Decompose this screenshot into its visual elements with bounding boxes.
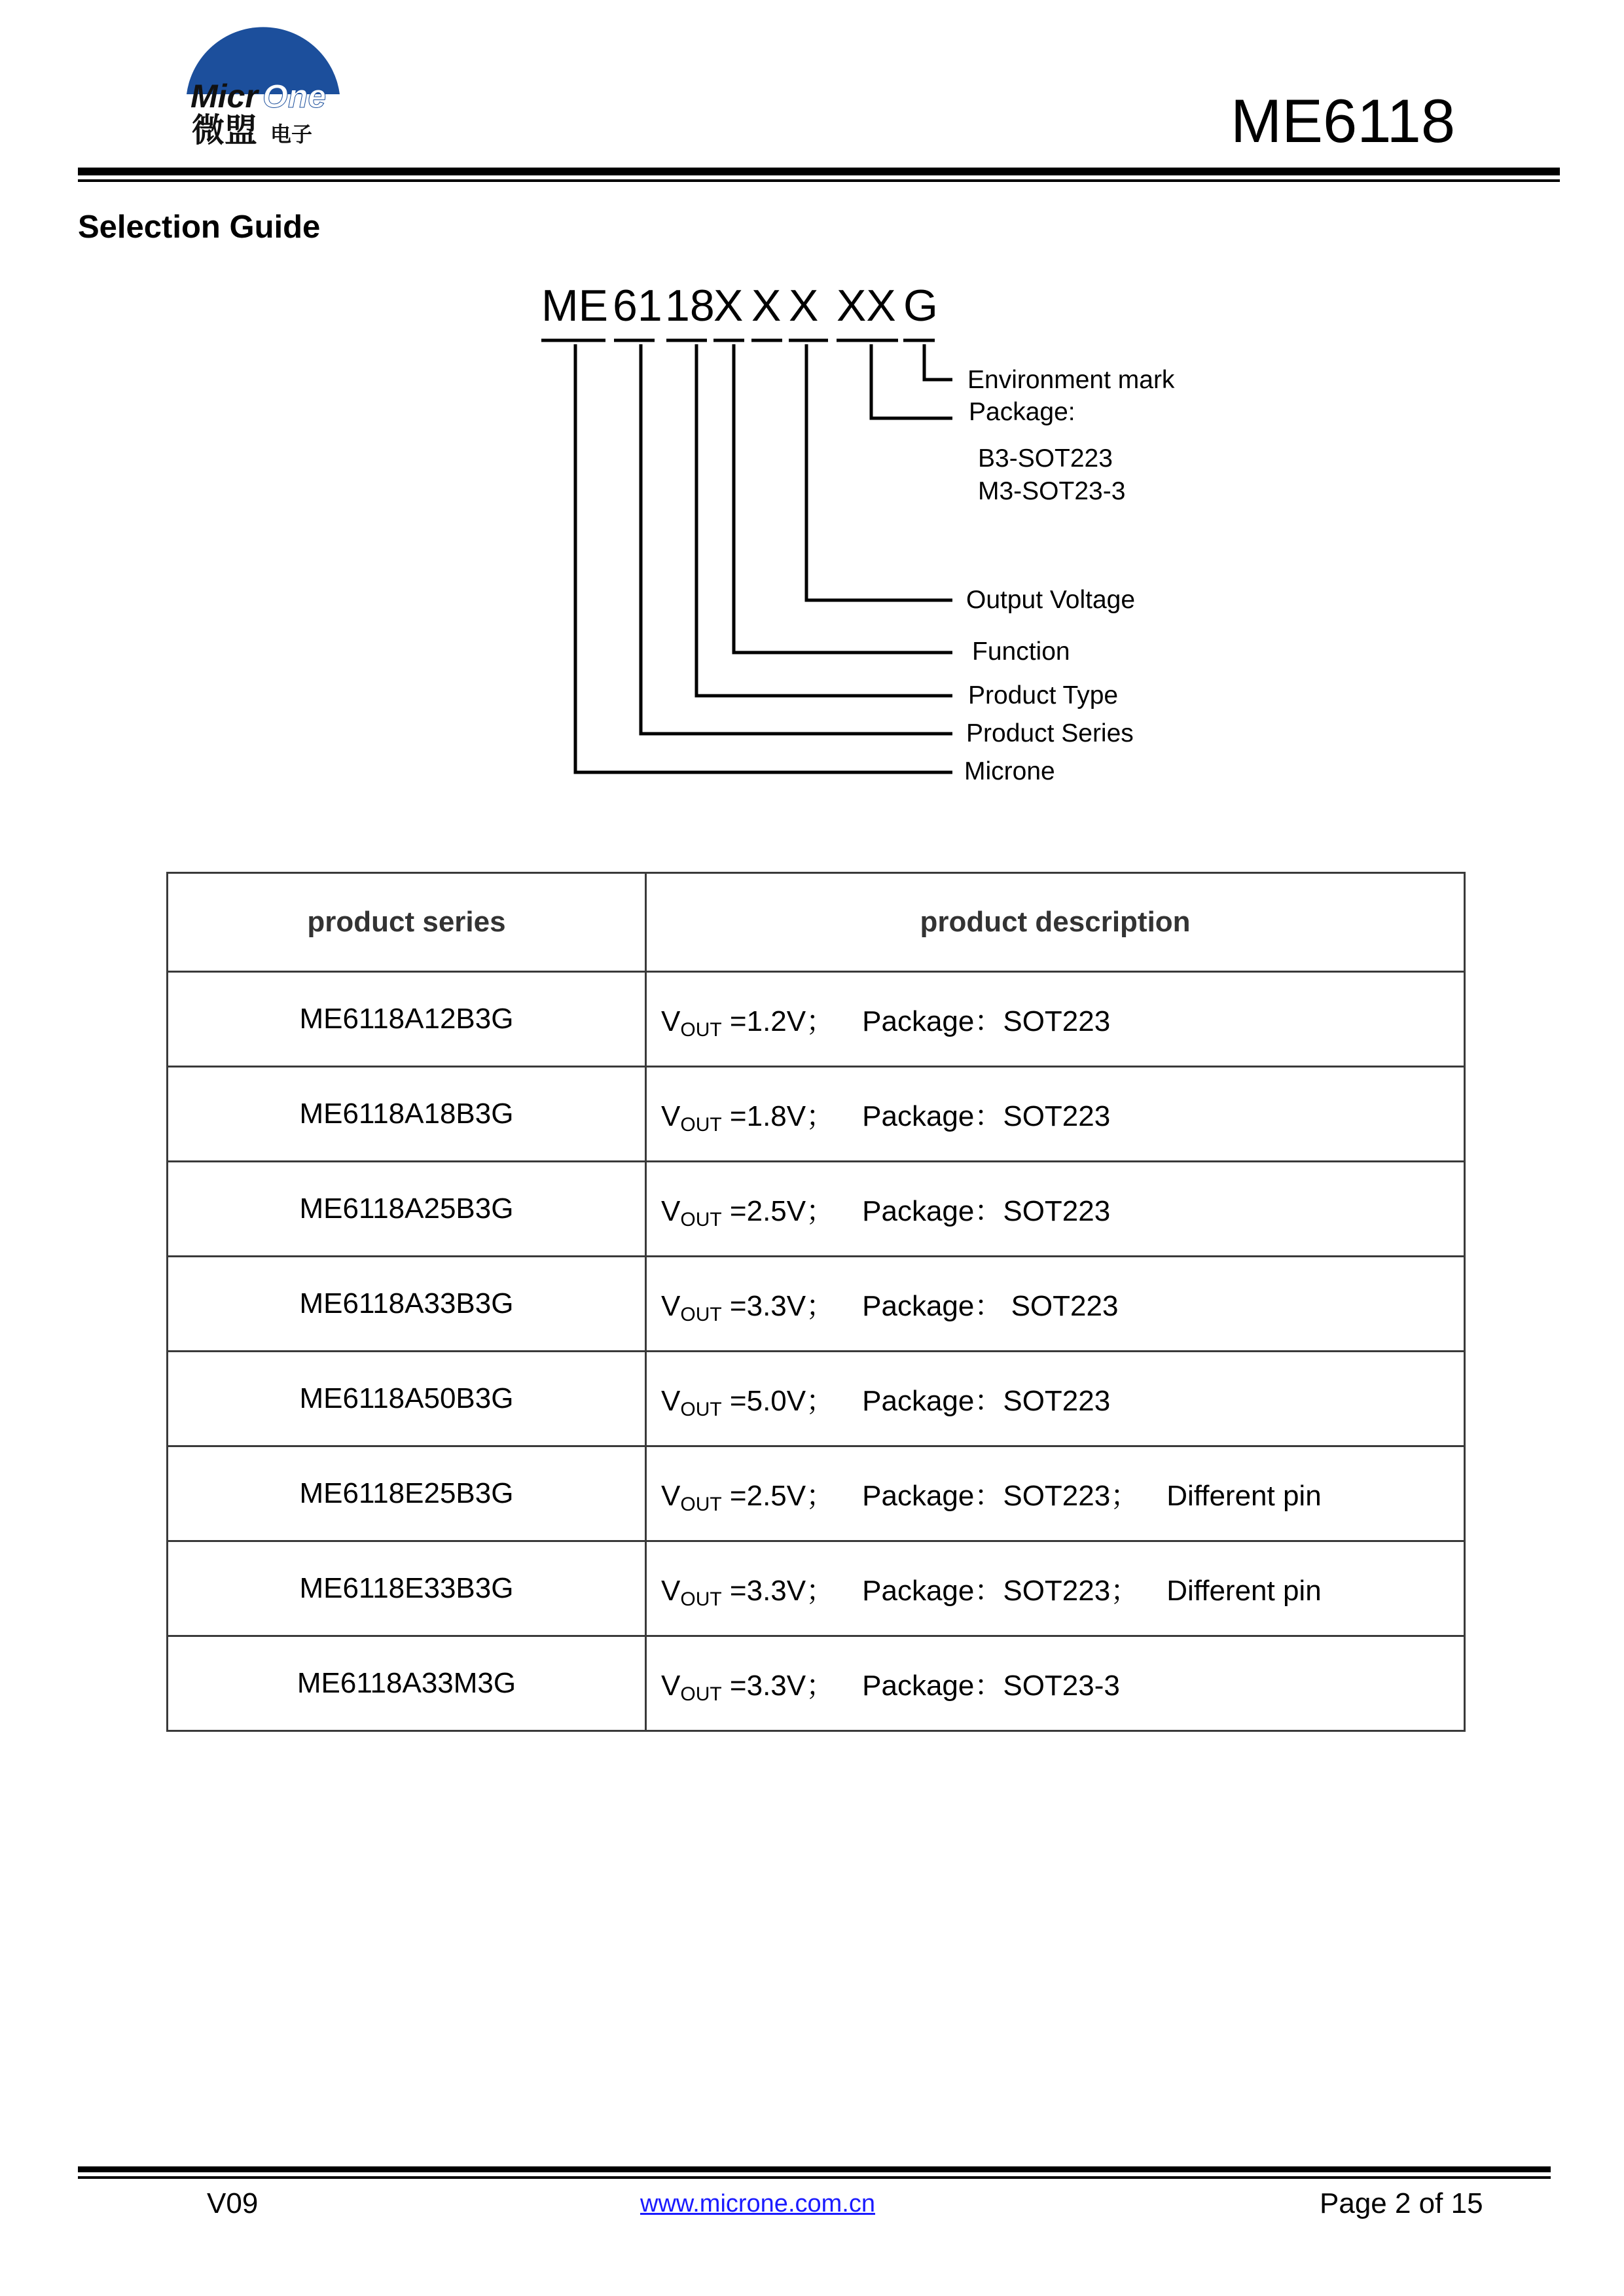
table-row <box>168 1636 1465 1731</box>
table-row <box>168 972 1465 1067</box>
cell-description: $V_{OUT} =2.5V$； Package：SOT223 <box>646 1162 1465 1257</box>
footer-divider-thin <box>78 2176 1551 2179</box>
logo-text-micr: Micr <box>190 78 258 115</box>
table-row <box>168 1067 1465 1162</box>
table-header-series: product series <box>168 873 646 972</box>
cell-series: ME6118A50B3G <box>168 1352 646 1446</box>
company-logo <box>185 9 342 150</box>
cell-series: ME6118E25B3G <box>168 1446 646 1541</box>
cell-description: $V_{OUT} =3.3V$； Package：SOT23-3 <box>646 1636 1465 1731</box>
logo-text-cn-sub: 电子 <box>270 122 313 147</box>
footer-website-link[interactable]: www.microne.com.cn <box>640 2190 875 2217</box>
pn-label-package-b3: B3-SOT223 <box>978 444 1113 473</box>
pn-part-18: 18 <box>665 281 715 331</box>
cell-description: $V_{OUT} =2.5V$； Package：SOT223； Different pin <box>646 1446 1465 1541</box>
section-title: Selection Guide <box>78 209 321 245</box>
logo-text-one: One <box>262 78 327 115</box>
pn-label-output-voltage: Output Voltage <box>966 586 1136 614</box>
table-row <box>168 1446 1465 1541</box>
pn-label-product-type: Product Type <box>968 681 1119 709</box>
logo-graphic <box>185 9 342 150</box>
footer-divider <box>78 2166 1551 2172</box>
pn-label-function: Function <box>972 637 1070 666</box>
pn-part-x1: X <box>713 281 744 331</box>
pn-part-xx: XX <box>837 281 896 331</box>
part-number-diagram <box>524 281 1244 798</box>
cell-description: $V_{OUT} =1.2V$； Package：SOT223 <box>646 972 1465 1067</box>
pn-part-x3: X <box>789 281 819 331</box>
table-header-row <box>168 873 1465 972</box>
table-row <box>168 1541 1465 1636</box>
selection-table <box>166 872 1466 1732</box>
document-title: ME6118 <box>1231 86 1456 155</box>
pn-label-package-m3: M3-SOT23-3 <box>978 477 1126 505</box>
cell-description: $V_{OUT} =3.3V$； Package：SOT223； Different pin <box>646 1541 1465 1636</box>
pn-label-environment-mark: Environment mark <box>967 366 1175 394</box>
pn-connector-lines <box>541 340 952 772</box>
footer-version: V09 <box>207 2187 259 2219</box>
cell-description: $V_{OUT} =3.3V$； Package： SOT223 <box>646 1257 1465 1352</box>
header-divider-thin <box>78 179 1560 182</box>
pn-part-61: 61 <box>613 281 662 331</box>
pn-label-product-series: Product Series <box>966 719 1134 747</box>
cell-series: ME6118A18B3G <box>168 1067 646 1162</box>
cell-series: ME6118A33B3G <box>168 1257 646 1352</box>
table-row <box>168 1352 1465 1446</box>
pn-label-package: Package: <box>969 398 1075 426</box>
pn-part-x2: X <box>751 281 782 331</box>
table-header-description: product description <box>646 873 1465 972</box>
cell-series: ME6118A33M3G <box>168 1636 646 1731</box>
cell-description: $V_{OUT} =5.0V$； Package：SOT223 <box>646 1352 1465 1446</box>
logo-text-cn-main: 微盟 <box>192 111 257 149</box>
cell-description: $V_{OUT} =1.8V$； Package：SOT223 <box>646 1067 1465 1162</box>
pn-label-microne: Microne <box>964 757 1055 785</box>
header-divider <box>78 168 1560 175</box>
cell-series: ME6118A12B3G <box>168 972 646 1067</box>
cell-series: ME6118A25B3G <box>168 1162 646 1257</box>
footer-page-number: Page 2 of 15 <box>1320 2187 1483 2219</box>
pn-part-me: ME <box>541 281 608 331</box>
table-row <box>168 1257 1465 1352</box>
table-row <box>168 1162 1465 1257</box>
pn-part-g: G <box>903 281 938 331</box>
cell-series: ME6118E33B3G <box>168 1541 646 1636</box>
